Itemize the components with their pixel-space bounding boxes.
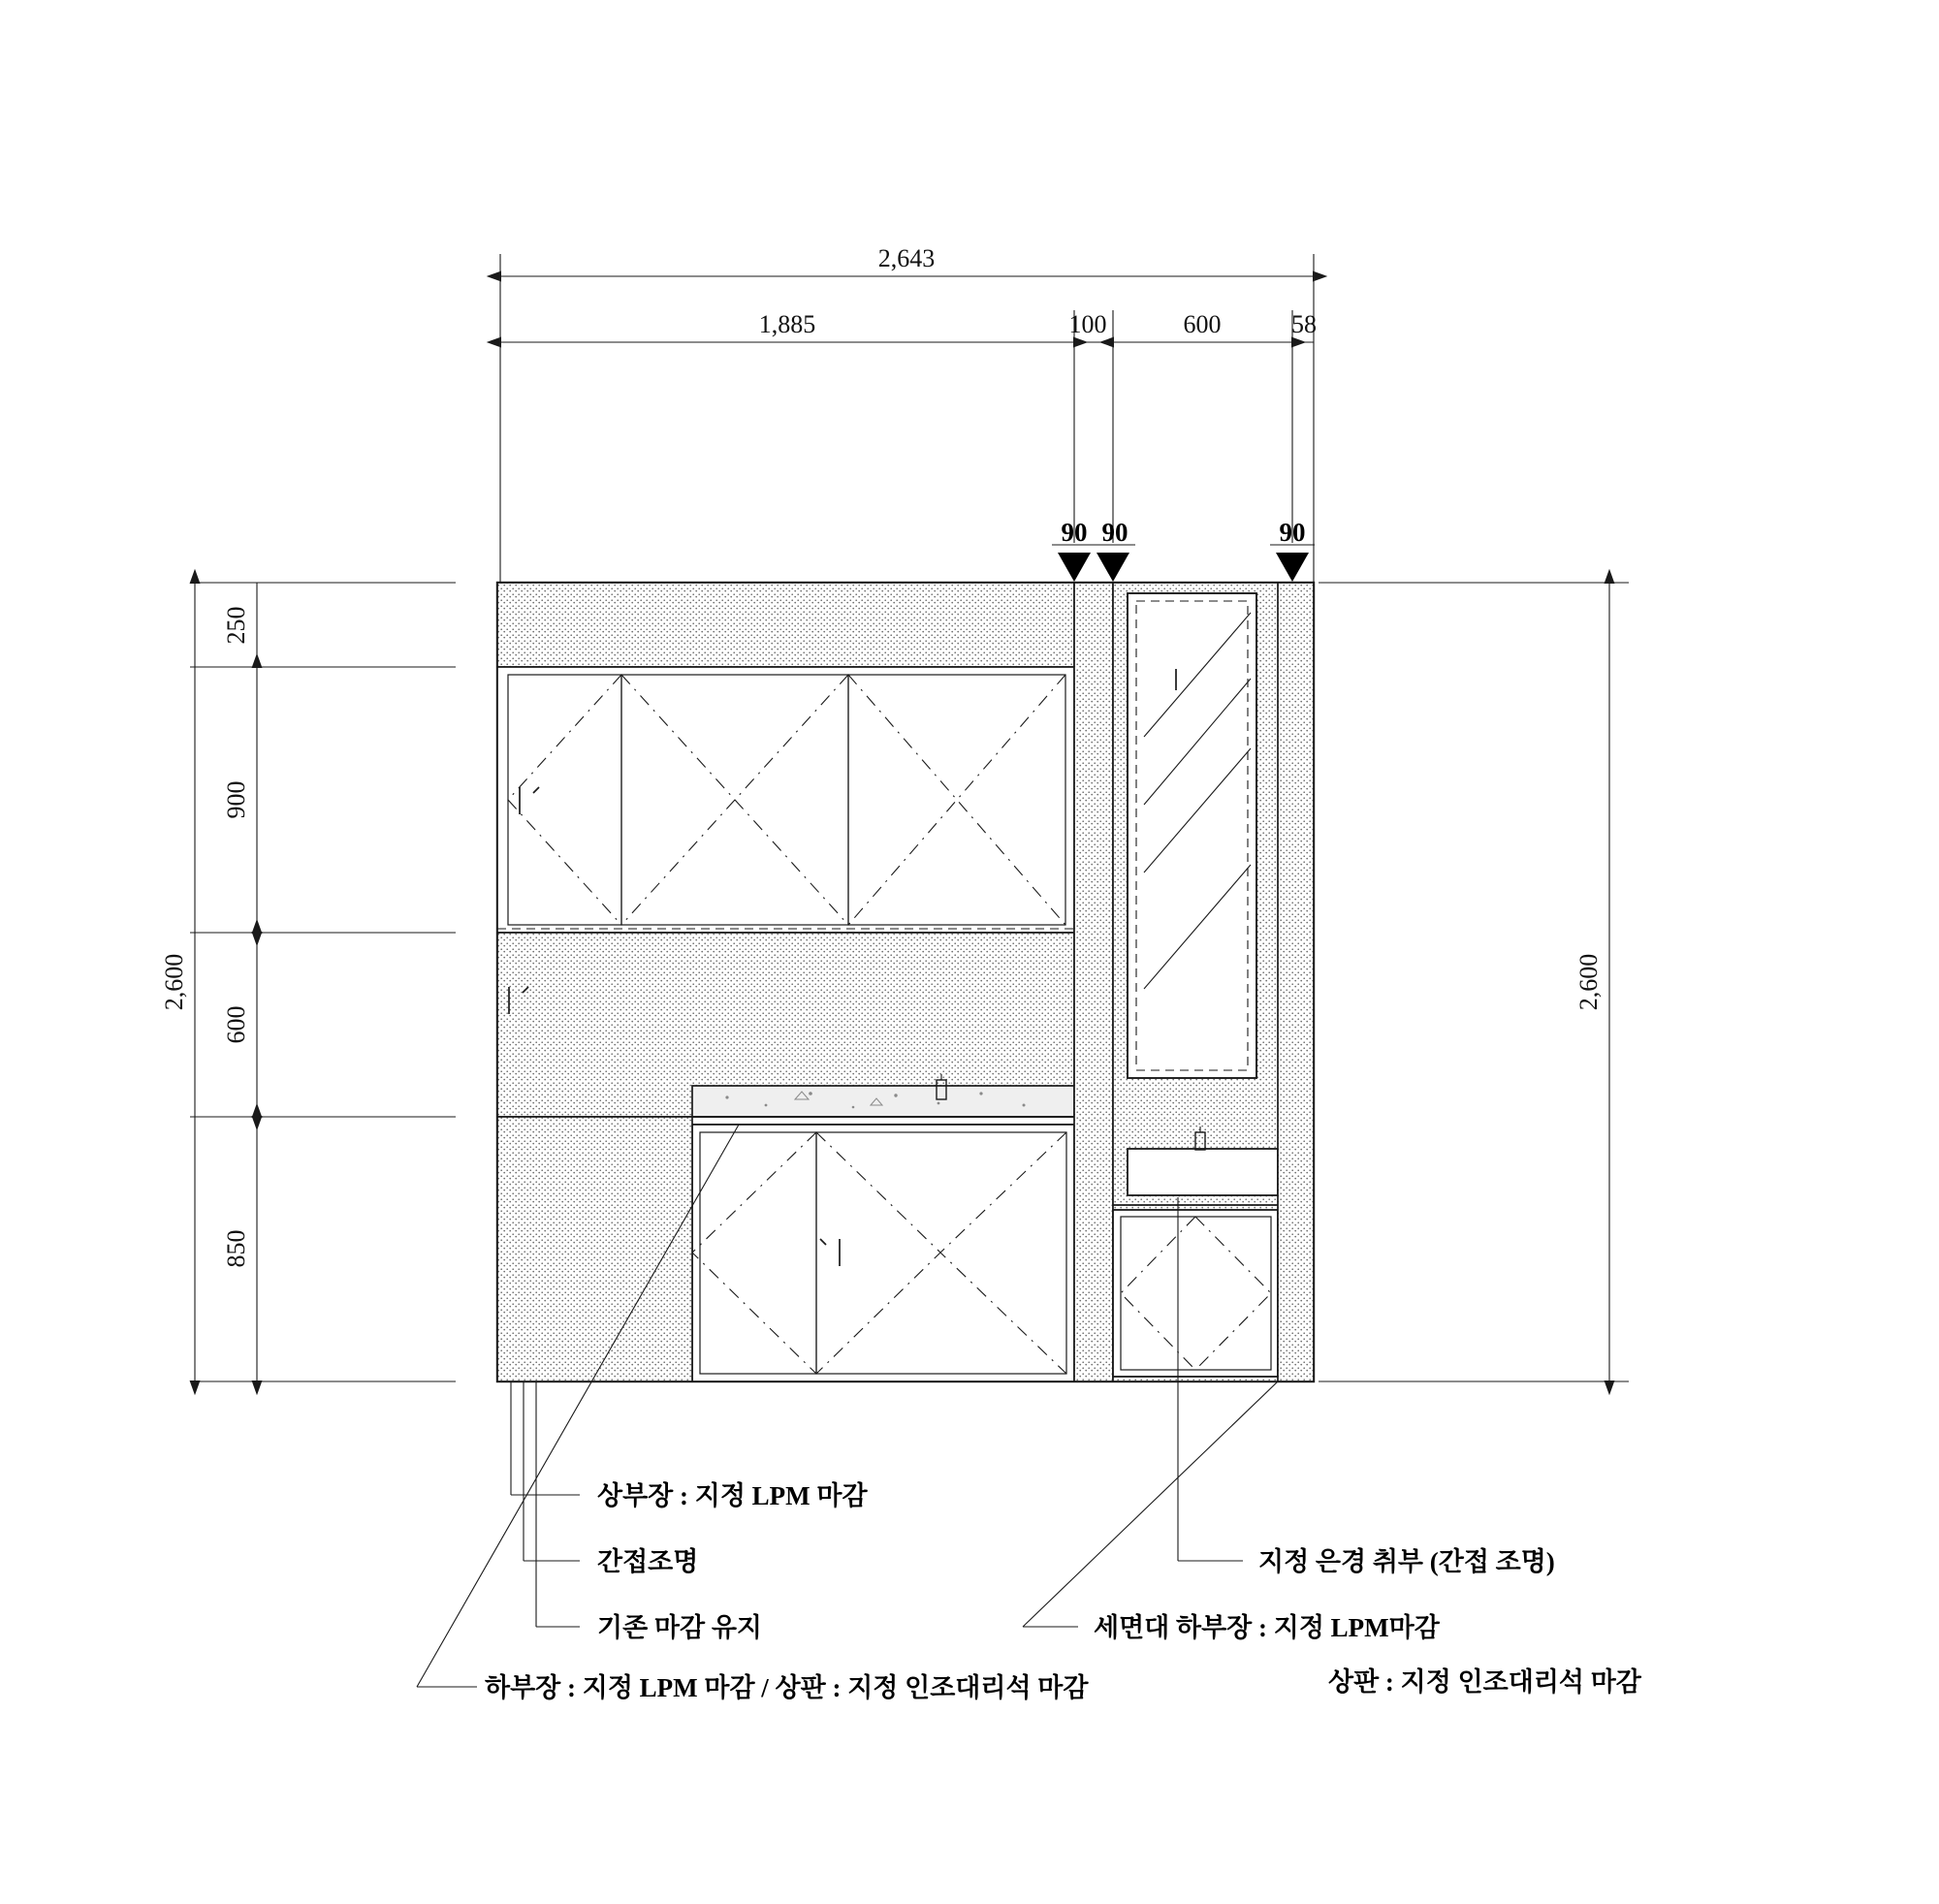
upper-soffit-band (497, 583, 1074, 667)
dim-overall-width: 2,643 (877, 244, 936, 272)
dim-seg-1885: 1,885 (758, 310, 816, 338)
note-labels (485, 1480, 1642, 1702)
level-markers (1052, 518, 1315, 582)
dim-seg-58: 58 (1291, 310, 1317, 338)
note-mirror: 지정 은경 취부 (간접 조명) (1258, 1547, 1555, 1576)
note-upper-cabinet: 상부장 : 지정 LPM 마감 (597, 1481, 868, 1510)
top-dimension-chain (500, 244, 1317, 593)
note-vanity-top: 상판 : 지정 인조대리석 마감 (1328, 1667, 1641, 1697)
level-marker-label-3: 90 (1279, 518, 1306, 547)
mirror-panel (1128, 593, 1256, 1078)
vanity-lower-cabinet (1113, 1210, 1278, 1377)
dim-seg-600: 600 (222, 1005, 250, 1044)
right-end-panel (1278, 583, 1314, 1381)
dim-left-overall-height: 2,600 (160, 953, 188, 1011)
level-marker-label-2: 90 (1101, 518, 1128, 547)
dim-seg-850: 850 (222, 1229, 250, 1268)
dim-seg-100: 100 (1068, 310, 1107, 338)
note-existing-finish: 기존 마감 유지 (597, 1613, 762, 1642)
upper-cabinet-block (497, 667, 1074, 933)
lower-cabinet-block (692, 1125, 1074, 1381)
note-lower-cabinet: 하부장 : 지정 LPM 마감 / 상판 : 지정 인조대리석 마감 (485, 1673, 1089, 1702)
dim-seg-600: 600 (1183, 310, 1222, 338)
partition-wall (1074, 583, 1113, 1381)
dim-seg-900: 900 (222, 780, 250, 819)
note-vanity-lower: 세면대 하부장 : 지정 LPM마감 (1094, 1613, 1440, 1642)
level-marker-label-1: 90 (1061, 518, 1088, 547)
left-dimension-chain (160, 583, 456, 1381)
dim-seg-250: 250 (222, 606, 250, 645)
note-indirect-light: 간접조명 (597, 1547, 699, 1576)
right-dimension (1319, 583, 1629, 1381)
dim-right-overall-height: 2,600 (1574, 953, 1603, 1011)
elevation-body (497, 583, 1314, 1381)
